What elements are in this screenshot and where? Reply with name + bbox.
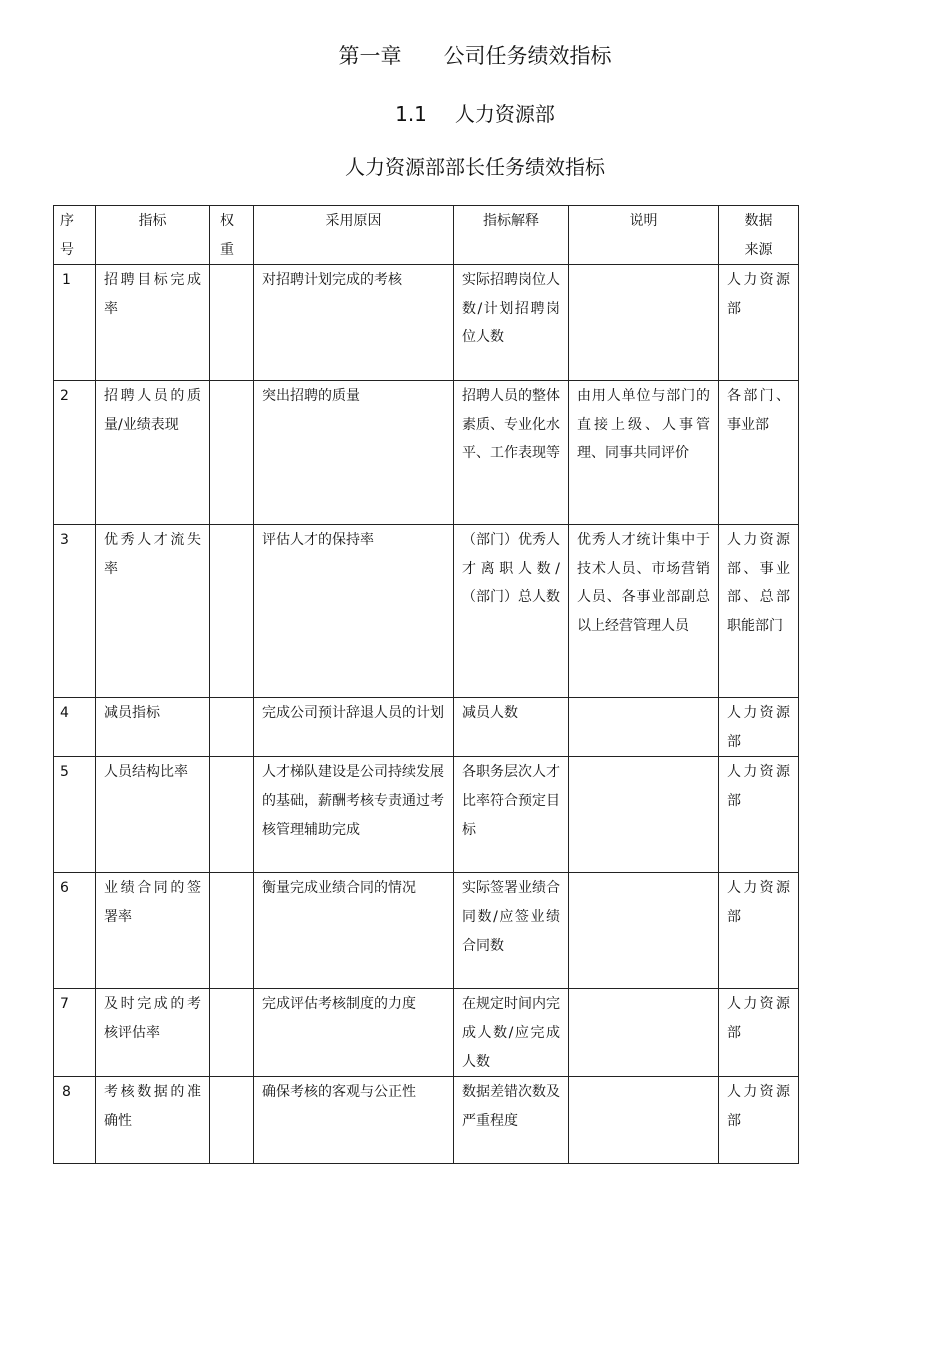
header-reason: 采用原因: [254, 206, 454, 265]
row-reason: 突出招聘的质量: [254, 381, 454, 525]
row-note: [569, 265, 719, 381]
row-source: 人力资源部、事业部、总部职能部门: [719, 525, 799, 698]
header-weight-line1: 权: [220, 213, 234, 229]
row-source: 人力资源部: [719, 698, 799, 757]
header-explanation: 指标解释: [454, 206, 569, 265]
row-weight: [210, 873, 254, 989]
section-heading: [0, 98, 950, 127]
row-source: 人力资源部: [719, 989, 799, 1077]
row-note: [569, 873, 719, 989]
row-indicator: 招聘目标完成率: [96, 265, 210, 381]
row-reason: 确保考核的客观与公正性: [254, 1077, 454, 1164]
row-seq: 1: [54, 265, 96, 381]
row-seq: 4: [54, 698, 96, 757]
header-source: [719, 206, 799, 265]
kpi-table: [53, 205, 799, 1164]
row-source: 人力资源部: [719, 873, 799, 989]
header-indicator: 指标: [96, 206, 210, 265]
header-weight-line2: 重: [220, 241, 234, 258]
header-source-line2: 来源: [744, 241, 773, 258]
row-weight: [210, 381, 254, 525]
row-note: [569, 757, 719, 873]
row-source: 人力资源部: [719, 757, 799, 873]
table-row: [54, 873, 799, 989]
row-explanation: 实际招聘岗位人数/计划招聘岗位人数: [454, 265, 569, 381]
row-indicator: 人员结构比率: [96, 757, 210, 873]
chapter-number: 第一章: [338, 44, 402, 68]
row-reason: 评估人才的保持率: [254, 525, 454, 698]
row-source: 人力资源部: [719, 265, 799, 381]
table-row: [54, 381, 799, 525]
header-seq-line1: 序: [60, 213, 74, 229]
row-source: 人力资源部: [719, 1077, 799, 1164]
row-explanation: （部门）优秀人才离职人数/（部门）总人数: [454, 525, 569, 698]
row-note: [569, 698, 719, 757]
row-explanation: 在规定时间内完成人数/应完成人数: [454, 989, 569, 1077]
row-weight: [210, 989, 254, 1077]
row-seq: 8: [54, 1077, 96, 1164]
table-row: [54, 1077, 799, 1164]
row-seq: 6: [54, 873, 96, 989]
row-reason: 对招聘计划完成的考核: [254, 265, 454, 381]
header-seq-line2: 号: [60, 241, 74, 258]
header-note: 说明: [569, 206, 719, 265]
row-seq: 3: [54, 525, 96, 698]
row-note: 优秀人才统计集中于技术人员、市场营销人员、各事业部副总以上经营管理人员: [569, 525, 719, 698]
table-header-row: [54, 206, 799, 265]
row-indicator: 减员指标: [96, 698, 210, 757]
table-row: [54, 525, 799, 698]
row-reason: 完成评估考核制度的力度: [254, 989, 454, 1077]
row-note: [569, 989, 719, 1077]
section-title: 人力资源部: [454, 102, 555, 126]
row-indicator: 业绩合同的签署率: [96, 873, 210, 989]
chapter-title: 公司任务绩效指标: [443, 44, 612, 68]
table-row: [54, 989, 799, 1077]
row-indicator: 及时完成的考核评估率: [96, 989, 210, 1077]
table-row: [54, 265, 799, 381]
row-weight: [210, 265, 254, 381]
chapter-heading: [0, 40, 950, 70]
row-seq: 5: [54, 757, 96, 873]
row-explanation: 数据差错次数及严重程度: [454, 1077, 569, 1164]
row-explanation: 实际签署业绩合同数/应签业绩合同数: [454, 873, 569, 989]
row-weight: [210, 1077, 254, 1164]
section-number: 1.1: [395, 102, 427, 126]
row-indicator: 招聘人员的质量/业绩表现: [96, 381, 210, 525]
row-explanation: 招聘人员的整体素质、专业化水平、工作表现等: [454, 381, 569, 525]
header-weight: [210, 206, 254, 265]
row-indicator: 考核数据的准确性: [96, 1077, 210, 1164]
row-note: [569, 1077, 719, 1164]
row-indicator: 优秀人才流失率: [96, 525, 210, 698]
row-source: 各部门、事业部: [719, 381, 799, 525]
row-note: 由用人单位与部门的直接上级、人事管理、同事共同评价: [569, 381, 719, 525]
row-reason: 完成公司预计辞退人员的计划: [254, 698, 454, 757]
row-seq: 7: [54, 989, 96, 1077]
row-seq: 2: [54, 381, 96, 525]
table-row: [54, 757, 799, 873]
header-source-line1: 数据: [744, 213, 773, 229]
row-reason: 衡量完成业绩合同的情况: [254, 873, 454, 989]
row-explanation: 各职务层次人才比率符合预定目标: [454, 757, 569, 873]
row-reason: 人才梯队建设是公司持续发展的基础，薪酬考核专责通过考核管理辅助完成: [254, 757, 454, 873]
table-row: [54, 698, 799, 757]
row-weight: [210, 757, 254, 873]
table-title: 人力资源部部长任务绩效指标: [345, 155, 605, 179]
header-seq: [54, 206, 96, 265]
row-explanation: 减员人数: [454, 698, 569, 757]
row-weight: [210, 525, 254, 698]
row-weight: [210, 698, 254, 757]
